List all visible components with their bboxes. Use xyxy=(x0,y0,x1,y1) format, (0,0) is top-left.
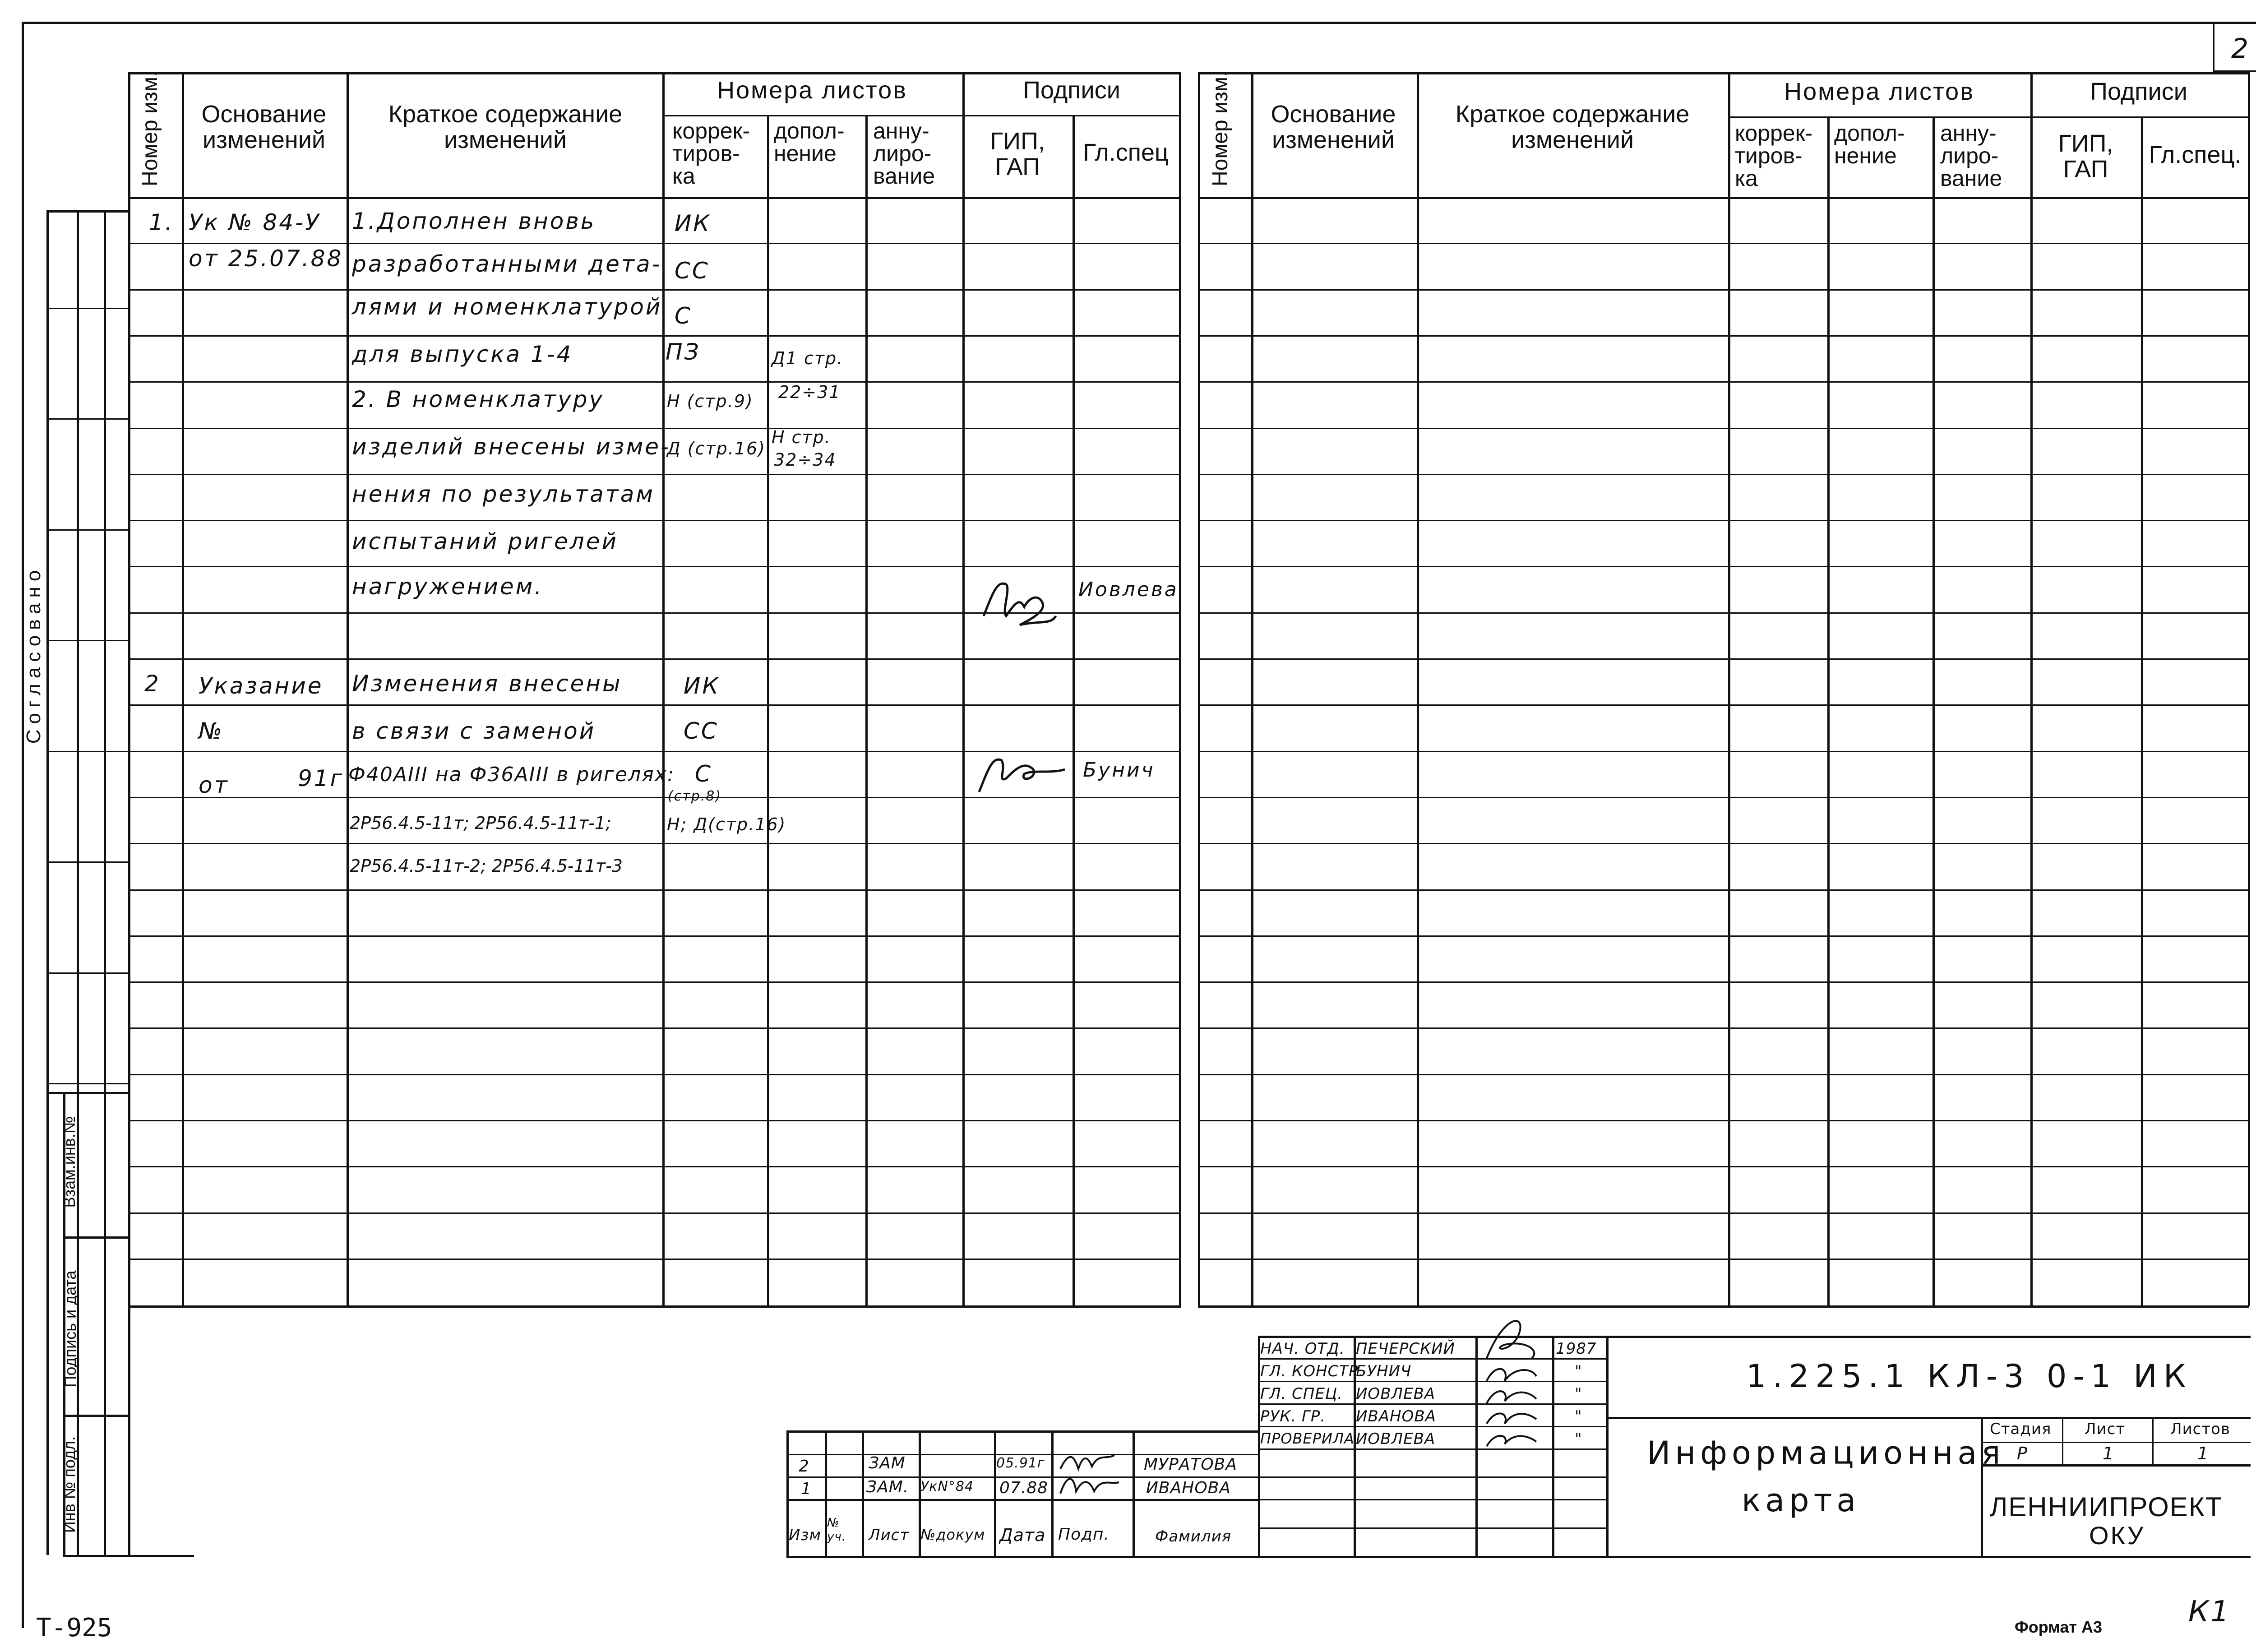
stamp-p1-date: " xyxy=(1575,1362,1582,1380)
frame-left xyxy=(22,22,24,1628)
side-strip-line1 xyxy=(46,210,49,1555)
frame-top xyxy=(22,22,2256,24)
table-row-line xyxy=(128,658,1181,660)
table-row-line xyxy=(1198,520,2249,521)
side-strip-bottom xyxy=(63,1555,194,1557)
stamp-c1-fam: МУРАТОВА xyxy=(1144,1455,1237,1474)
lt-e1-content-4: 2. В номенклатуру xyxy=(352,386,605,412)
stamp-c2-list: ЗАМ. xyxy=(866,1478,909,1496)
lt-e1-korr-0: ИК xyxy=(675,210,711,236)
rt-h-glspec: Гл.спец. xyxy=(2149,141,2242,168)
table-row-line xyxy=(128,428,1181,429)
lt-e1-content-1: разработанными дета- xyxy=(352,251,662,277)
stamp-people-r8 xyxy=(1258,1527,1606,1529)
table-row-line xyxy=(128,1120,1181,1121)
stamp-people-r5 xyxy=(1258,1448,1606,1450)
rt-top xyxy=(1198,72,2249,74)
lt-e2-basis-2: от xyxy=(199,772,229,798)
table-row-line xyxy=(128,243,1181,244)
lt-e1-content-8: нагружением. xyxy=(352,574,544,600)
lt-e1-korr-2: С xyxy=(675,303,692,329)
stamp-sl-r1 xyxy=(1981,1442,2251,1443)
stamp-lbl-kol: № уч. xyxy=(827,1516,846,1544)
table-row-line xyxy=(128,381,1181,383)
table-row-line xyxy=(128,1212,1181,1214)
signature-mark xyxy=(975,742,1074,805)
lt-e1-num: 1. xyxy=(149,209,174,236)
table-row-line xyxy=(1198,981,2249,983)
stamp-title-line1: Информационная xyxy=(1647,1435,2005,1472)
side-strip-row-line xyxy=(46,861,128,863)
stamp-list: 1 xyxy=(2103,1444,2114,1463)
stamp-p3-role: РУК. ГР. xyxy=(1260,1407,1326,1425)
stamp-cr-top xyxy=(786,1430,1258,1433)
table-row-line xyxy=(128,1259,1181,1260)
lt-sub-header-line xyxy=(662,115,1181,116)
stamp-people-top xyxy=(1258,1336,2251,1338)
lt-e1-dop-3: 32÷34 xyxy=(774,450,837,470)
stamp-c1-list: ЗАМ xyxy=(869,1454,906,1472)
page-number: 2 xyxy=(2231,33,2251,65)
page-number-box xyxy=(2213,22,2214,71)
side-strip-row-line xyxy=(46,640,128,641)
side-strip-row-line xyxy=(46,751,128,752)
table-row-line xyxy=(1198,704,2249,706)
lt-e2-basis-3: 91г xyxy=(298,765,344,791)
table-row-line xyxy=(128,981,1181,983)
side-strip-line3 xyxy=(104,210,106,1555)
table-row-line xyxy=(1198,381,2249,383)
lt-col-7 xyxy=(1073,115,1075,1306)
stamp-p0-date: 1987 xyxy=(1556,1340,1597,1358)
lt-e2-korr-4: Н; Д(стр.16) xyxy=(667,814,786,834)
stamp-p1-role: ГЛ. КОНСТР. xyxy=(1260,1362,1364,1380)
stamp-listov: 1 xyxy=(2197,1444,2209,1463)
stamp-p2-role: ГЛ. СПЕЦ. xyxy=(1260,1385,1343,1403)
table-row-line xyxy=(128,289,1181,291)
lt-e1-content-6: нения по результатам xyxy=(352,481,655,507)
footer-mark: К1 xyxy=(2188,1595,2231,1629)
stamp-lbl-fam: Фамилия xyxy=(1155,1527,1232,1546)
stamp-cr-c2 xyxy=(862,1430,864,1557)
stamp-c1-izm: 2 xyxy=(799,1457,809,1476)
signature-mark xyxy=(975,566,1069,634)
rt-h-soderzhanie: Краткое содержание изменений xyxy=(1455,101,1690,153)
label-vzam-inv: Взам.инв.№ xyxy=(60,1116,79,1208)
stamp-cr-c5 xyxy=(1051,1430,1054,1557)
table-row-line xyxy=(1198,335,2249,337)
table-row-line xyxy=(1198,658,2249,660)
table-row-line xyxy=(1198,1259,2249,1260)
lt-h-gip: ГИП, ГАП xyxy=(990,128,1045,180)
table-row-line xyxy=(1198,612,2249,614)
table-row-line xyxy=(1198,1074,2249,1075)
lt-e1-basis-0: Ук № 84-У xyxy=(189,209,321,236)
stamp-c2-izm: 1 xyxy=(801,1480,812,1498)
lt-h-glspec: Гл.спец xyxy=(1083,139,1169,166)
lt-e2-content-3: 2Р56.4.5-11т; 2Р56.4.5-11т-1; xyxy=(350,813,611,833)
stamp-designation: 1.225.1 КЛ-3 0-1 ИК xyxy=(1746,1358,2192,1395)
stamp-p1-name: БУНИЧ xyxy=(1356,1362,1412,1380)
side-strip-row-line xyxy=(46,1083,128,1084)
lt-e2-content-4: 2Р56.4.5-11т-2; 2Р56.4.5-11т-3 xyxy=(350,856,623,876)
table-row-line xyxy=(128,843,1181,844)
rt-col-7 xyxy=(2141,116,2143,1306)
table-row-line xyxy=(128,1074,1181,1075)
stamp-c2-date: 07.88 xyxy=(999,1479,1049,1497)
rt-col-5 xyxy=(1932,116,1935,1306)
lt-bottom xyxy=(128,1305,1181,1308)
label-inv-podl: Инв № подл. xyxy=(60,1436,79,1533)
rt-h-nomer: Номер изм. xyxy=(1208,70,1232,186)
lt-e1-korr-4: Н (стр.9) xyxy=(667,391,754,411)
table-row-line xyxy=(128,1027,1181,1029)
lt-e1-content-7: испытаний ригелей xyxy=(352,528,618,555)
stamp-p4-date: " xyxy=(1575,1430,1582,1448)
lt-e2-signer: Бунич xyxy=(1083,759,1155,782)
table-row-line xyxy=(1198,889,2249,891)
lt-e1-content-2: лями и номенклатурой xyxy=(352,294,662,320)
stamp-people-r6 xyxy=(1258,1476,1606,1478)
lt-e1-korr-1: СС xyxy=(675,258,710,284)
table-row-line xyxy=(1198,1027,2249,1029)
stamp-org-line1: ЛЕННИИПРОЕКТ xyxy=(1990,1492,2223,1522)
lt-e1-content-3: для выпуска 1-4 xyxy=(352,341,573,367)
lt-h-soderzhanie: Краткое содержание изменений xyxy=(388,101,623,153)
page-number-box-bottom xyxy=(2213,70,2256,72)
stamp-p4-name: ИОВЛЕВА xyxy=(1356,1430,1436,1448)
stamp-p3-date: " xyxy=(1575,1407,1582,1425)
rt-sub-header-line xyxy=(1728,116,2249,118)
table-row-line xyxy=(1198,797,2249,798)
stamp-lbl-doc: №докум xyxy=(920,1526,985,1543)
lt-e2-korr-0: ИК xyxy=(684,673,720,699)
lt-e1-dop-0: Д1 стр. xyxy=(772,348,844,368)
side-strip-top xyxy=(46,210,128,213)
lt-col-4 xyxy=(767,115,769,1306)
table-row-line xyxy=(1198,289,2249,291)
lt-e2-content-1: в связи с заменой xyxy=(352,718,596,744)
stamp-p2-name: ИОВЛЕВА xyxy=(1356,1385,1436,1403)
side-strip-row-line xyxy=(46,418,128,420)
table-row-line xyxy=(1198,843,2249,844)
table-row-line xyxy=(1198,751,2249,752)
rt-col-4 xyxy=(1827,116,1830,1306)
signature-mark xyxy=(1478,1304,1554,1448)
stamp-p0-name: ПЕЧЕРСКИЙ xyxy=(1356,1340,1456,1358)
lt-e2-korr-2: С xyxy=(695,761,712,787)
side-strip-sep1 xyxy=(46,1092,128,1094)
stamp-cr-r2 xyxy=(786,1476,1258,1478)
table-row-line xyxy=(1198,1166,2249,1167)
lt-e1-dop-1: 22÷31 xyxy=(778,382,841,402)
stamp-lbl-podp: Подп. xyxy=(1058,1525,1110,1544)
rt-h-gip: ГИП, ГАП xyxy=(2058,130,2113,183)
table-row-line xyxy=(128,889,1181,891)
lt-e2-korr-1: СС xyxy=(684,718,719,744)
stamp-bottom xyxy=(786,1556,2251,1558)
stamp-stadia-label: Стадия xyxy=(1990,1420,2052,1438)
stamp-sl-c2 xyxy=(2152,1417,2154,1464)
side-strip-sep2 xyxy=(63,1236,128,1239)
stamp-people-r7 xyxy=(1258,1499,1606,1500)
lt-header-bottom xyxy=(128,197,1181,199)
stamp-listov-label: Листов xyxy=(2170,1420,2231,1438)
lt-h-annul: анну-лиро-вание xyxy=(873,118,935,189)
stamp-c2-fam: ИВАНОВА xyxy=(1146,1479,1231,1497)
table-row-line xyxy=(128,520,1181,521)
stamp-lbl-date: Дата xyxy=(999,1525,1046,1545)
stamp-p4-role: ПРОВЕРИЛА xyxy=(1260,1430,1355,1447)
stamp-sl-c1 xyxy=(2062,1417,2063,1464)
side-strip-row-line xyxy=(46,972,128,974)
lt-e2-content-0: Изменения внесены xyxy=(352,671,622,697)
table-row-line xyxy=(1198,428,2249,429)
stamp-cr-r3 xyxy=(786,1499,1258,1501)
stamp-c1-date: 05.91г xyxy=(996,1455,1045,1471)
stamp-org-line2: ОКУ xyxy=(2089,1521,2145,1550)
lt-h-nomera-listov: Номера листов xyxy=(717,77,907,104)
lt-col-5 xyxy=(865,115,868,1306)
table-row-line xyxy=(128,474,1181,475)
table-row-line xyxy=(1198,474,2249,475)
rt-h-dop: допол-нение xyxy=(1834,120,1905,168)
stamp-c2-doc: УкN°84 xyxy=(920,1479,974,1495)
table-row-line xyxy=(128,704,1181,706)
stamp-p3-name: ИВАНОВА xyxy=(1356,1407,1436,1425)
lt-e1-korr-5: Д (стр.16) xyxy=(667,439,766,458)
lt-top xyxy=(128,72,1181,74)
rt-h-korr: коррек-тиров-ка xyxy=(1735,120,1813,191)
table-row-line xyxy=(128,1166,1181,1167)
rt-h-nomera-listov: Номера листов xyxy=(1784,78,1974,105)
rt-h-annul: анну-лиро-вание xyxy=(1940,120,2002,191)
lt-h-podpisi: Подписи xyxy=(1023,77,1120,104)
stamp-list-label: Лист xyxy=(2085,1420,2126,1438)
lt-h-osnovanie: Основание изменений xyxy=(201,101,327,153)
stamp-designation-bottom xyxy=(1606,1417,2251,1419)
side-strip-row-line xyxy=(46,308,128,309)
stamp-people-c4 xyxy=(1606,1336,1609,1557)
rt-header-bottom xyxy=(1198,197,2249,199)
lt-e2-num: 2 xyxy=(144,671,161,697)
footer-format: Формат А3 xyxy=(2015,1618,2103,1636)
table-row-line xyxy=(1198,1120,2249,1121)
lt-e1-korr-3: ПЗ xyxy=(666,339,701,365)
lt-e1-content-5: изделий внесены изме- xyxy=(352,434,671,460)
stamp-title-line2: карта xyxy=(1742,1482,1861,1519)
lt-e2-content-2: Ф40АIII на Ф36АIII в ригелях: xyxy=(348,763,675,786)
stamp-cr-c6 xyxy=(1133,1430,1135,1557)
table-row-line xyxy=(128,335,1181,337)
lt-e2-basis-0: Указание xyxy=(199,673,324,699)
footer-code: Т-925 xyxy=(36,1613,112,1643)
stamp-cr-c4 xyxy=(994,1430,996,1557)
stamp-lbl-list: Лист xyxy=(869,1526,910,1544)
stamp-sl-r2 xyxy=(1981,1464,2251,1467)
stamp-stadia: Р xyxy=(2017,1444,2028,1463)
side-strip-row-line xyxy=(46,529,128,531)
table-row-line xyxy=(1198,1212,2249,1214)
lt-e1-content-0: 1.Дополнен вновь xyxy=(352,208,596,234)
stamp-lbl-izm: Изм xyxy=(789,1526,822,1544)
lt-e1-dop-2: Н стр. xyxy=(772,427,831,447)
lt-h-nomer: Номер изм. xyxy=(138,70,162,186)
rt-h-podpisi: Подписи xyxy=(2090,78,2187,105)
rt-bottom xyxy=(1198,1305,2249,1308)
lt-h-dop: допол-нение xyxy=(774,118,845,166)
lt-e2-korr-3: (стр.8) xyxy=(668,788,722,804)
table-row-line xyxy=(1198,935,2249,937)
table-row-line xyxy=(1198,243,2249,244)
stamp-p0-role: НАЧ. ОТД. xyxy=(1260,1340,1345,1358)
side-strip-sep3 xyxy=(63,1415,128,1417)
lt-e2-basis-1: № xyxy=(199,718,224,744)
lt-e1-signer: Иовлева xyxy=(1078,578,1179,601)
label-soglasovano: Согласовано xyxy=(23,565,45,744)
signature-mark xyxy=(1056,1469,1123,1500)
stamp-p2-date: " xyxy=(1575,1385,1582,1403)
lt-h-korr: коррек-тиров-ка xyxy=(672,118,750,189)
lt-e1-basis-1: от 25.07.88 xyxy=(189,245,343,272)
rt-h-osnovanie: Основание изменений xyxy=(1271,101,1396,153)
label-podpis-data: Подпись и дата xyxy=(61,1270,79,1388)
table-row-line xyxy=(128,935,1181,937)
table-row-line xyxy=(1198,566,2249,567)
